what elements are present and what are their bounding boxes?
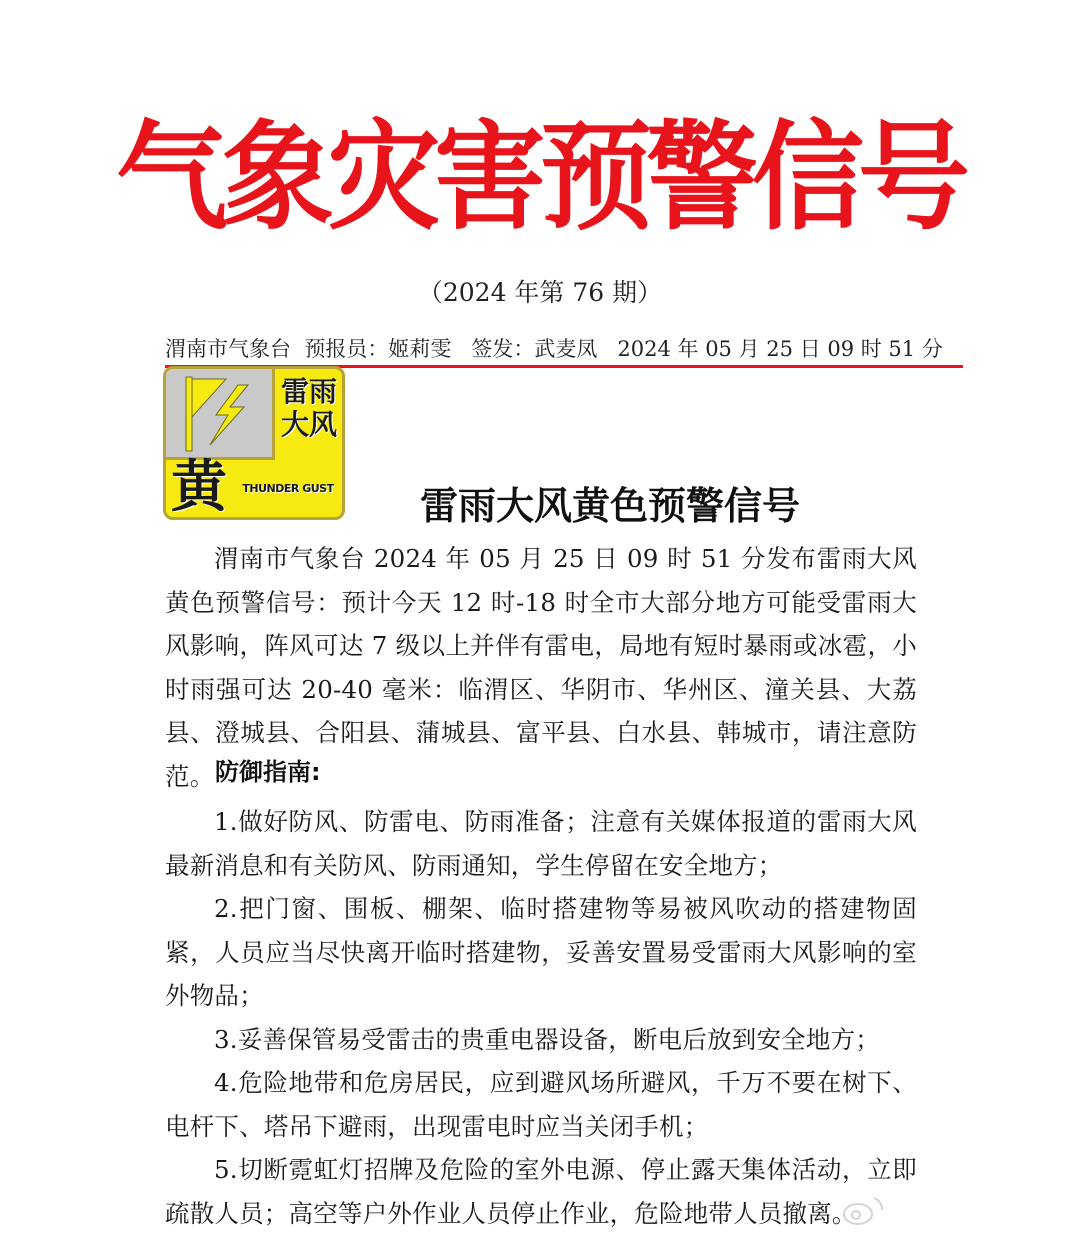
guide-title: 防御指南: [215,758,321,786]
issuer-line: 渭南市气象台 预报员：姬莉雯 签发：武麦凤 2024 年 05 月 25 日 09 时 51 分 [165,337,943,361]
warning-english-label: THUNDER GUST [242,482,334,495]
issue-number: （2024 年第 76 期） [417,278,663,307]
guide-item: 5.切断霓虹灯招牌及危险的室外电源、停止露天集体活动，立即疏散人员；高空等户外作业人员停止作业，危险地带人员撤离。 [165,1155,917,1228]
weibo-watermark-icon [836,1190,916,1230]
announcement-text: 渭南市气象台 2024 年 05 月 25 日 09 时 51 分发布雷雨大风黄色预警信号：预计今天 12 时-18 时全市大部分地方可能受雷雨大风影响，阵风可达 7 级以上并伴有雷电，局地有短时暴雨或冰雹，小时雨强可达 20-40 毫米：临渭区、华阴市、华州区、潼关县、大荔县、澄城县、合阳县、蒲城县、富平县、白水县、韩城市，请注意防范。 [165,544,917,791]
warning-type-text: 雷雨 大风 [280,375,337,441]
warning-level-char: 黄 [171,455,227,520]
document-title: 气象灾害预警信号 [116,109,964,247]
guide-item: 1.做好防风、防雷电、防雨准备；注意有关媒体报道的雷雨大风最新消息和有关防风、防雨通知，学生停留在安全地方； [165,807,917,880]
guide-item: 3.妥善保管易受雷击的贵重电器设备，断电后放到安全地方； [214,1024,880,1054]
guide-item: 4.危险地带和危房居民，应到避风场所避风，千万不要在树下、电杆下、塔吊下避雨，出现雷电时应当关闭手机； [165,1068,917,1141]
guide-list [165,800,917,1235]
warning-type-label [274,375,344,441]
thunder-gust-yellow-warning-icon [163,366,345,520]
signal-heading: 雷雨大风黄色预警信号 [419,484,800,528]
lightning-flag-icon [172,371,268,455]
guide-item: 2.把门窗、围板、棚架、临时搭建物等易被风吹动的搭建物固紧，人员应当尽快离开临时搭建物，妥善安置易受雷雨大风影响的室外物品； [165,894,917,1010]
